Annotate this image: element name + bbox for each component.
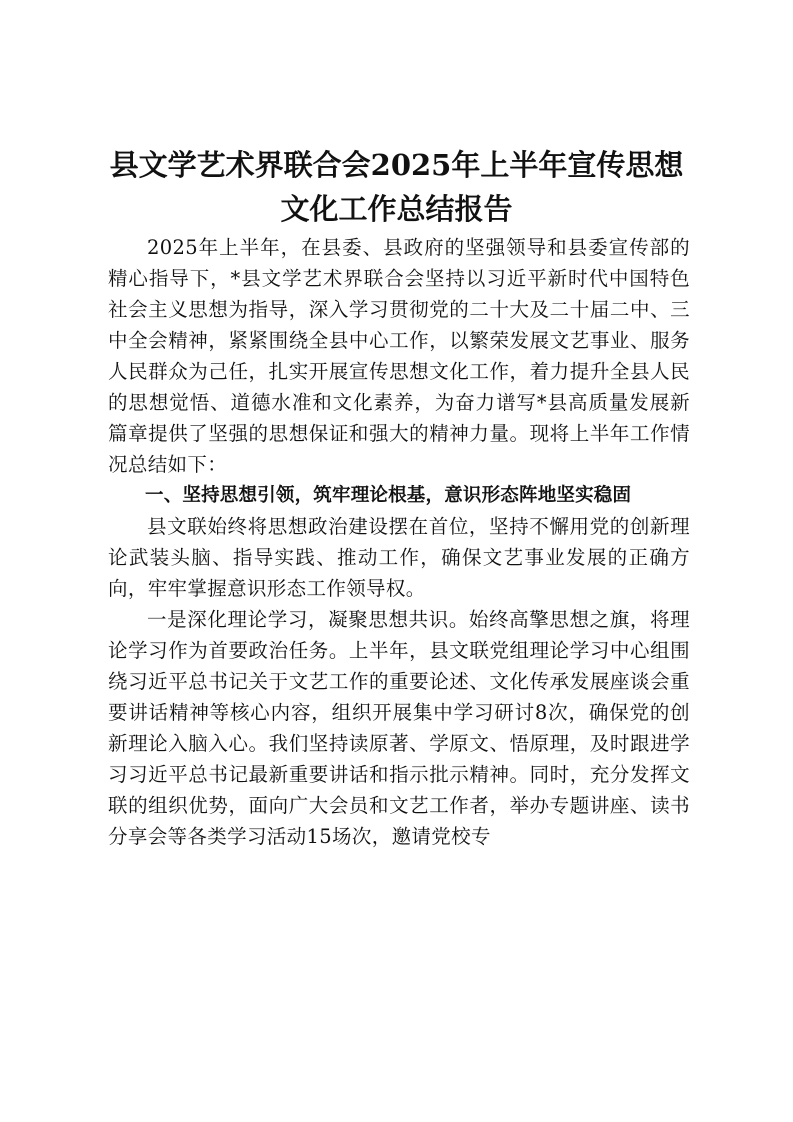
- section-heading-1: 一、坚持思想引领，筑牢理论根基，意识形态阵地坚实稳固: [145, 485, 632, 506]
- intro-paragraph: 2025年上半年，在县委、县政府的坚强领导和县委宣传部的精心指导下，*县文学艺术界联合会坚持以习近平新时代中国特色社会主义思想为指导，深入学习贯彻党的二十大及二十届二中、三中全会精神，紧紧围绕全县中心工作，以繁荣发展文艺事业、服务人民群众为己任，扎实开展宣传思想文化工作，着力提升全县人民的思想觉悟、道德水准和文化素养，为奋力谱写*县高质量发展新篇章提供了坚强的思想保证和强大的精神力量。现将上半年工作情况总结如下：: [108, 236, 690, 476]
- section-1-paragraph: 县文联始终将思想政治建设摆在首位，坚持不懈用党的创新理论武装头脑、指导实践、推动工作，确保文艺事业发展的正确方向，牢牢掌握意识形态工作领导权。: [108, 515, 690, 600]
- document-title-line-1: 县文学艺术界联合会2025年上半年宣传思想: [109, 148, 684, 182]
- document-body: [108, 232, 690, 852]
- document-title-line-2: 文化工作总结报告: [280, 192, 513, 226]
- section-1-point-1-paragraph: 一是深化理论学习，凝聚思想共识。始终高擎思想之旗，将理论学习作为首要政治任务。上半年，县文联党组理论学习中心组围绕习近平总书记关于文艺工作的重要论述、文化传承发展座谈会重要讲话精神等核心内容，组织开展集中学习研讨8次，确保党的创新理论入脑入心。我们坚持读原著、学原文、悟原理，及时跟进学习习近平总书记最新重要讲话和指示批示精神。同时，充分发挥文联的组织优势，面向广大会员和文艺工作者，举办专题讲座、读书分享会等各类学习活动15场次，邀请党校专: [108, 608, 690, 848]
